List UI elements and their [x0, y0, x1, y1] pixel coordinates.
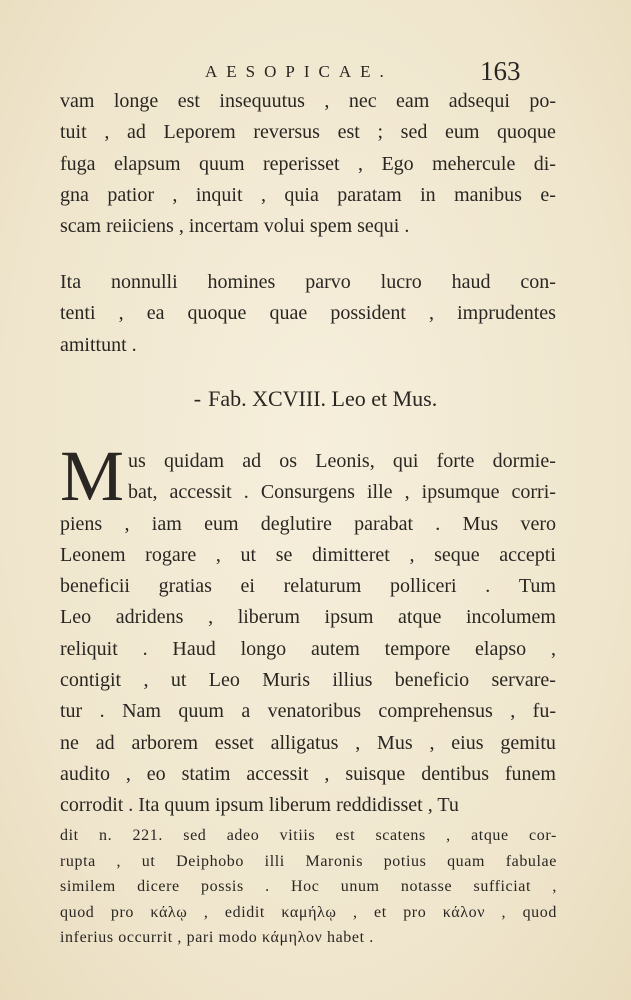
word: quidam	[164, 450, 225, 472]
word: ,	[552, 878, 557, 895]
word: reperisset	[262, 152, 340, 175]
word: gratias	[158, 575, 212, 598]
word: eam	[396, 90, 430, 112]
word: fuga	[60, 152, 96, 175]
word: dicere	[137, 878, 180, 895]
footnote-line	[60, 849, 557, 875]
word: ad	[95, 731, 115, 754]
word: illius	[332, 669, 373, 692]
word: ,	[260, 183, 266, 206]
word: fabulae	[505, 852, 557, 870]
word: ,	[143, 669, 149, 692]
word: alligatus	[270, 731, 339, 754]
word: ,	[172, 183, 178, 206]
word: .	[243, 481, 249, 504]
word: adeo	[226, 827, 260, 844]
word: quae	[269, 302, 308, 325]
word: ,	[429, 731, 435, 754]
footnote-line	[60, 900, 557, 926]
paragraph-fable-body	[60, 436, 556, 822]
word: tempore	[384, 637, 451, 660]
word: ,	[446, 827, 451, 844]
word: beneficii	[60, 575, 130, 598]
word: ,	[355, 731, 361, 754]
word: Consurgens	[260, 481, 355, 504]
word: ,	[501, 903, 507, 921]
text-line	[60, 696, 556, 727]
word: .	[485, 575, 491, 598]
word: po-	[529, 90, 556, 112]
text-line	[60, 180, 556, 211]
word: parvo	[305, 271, 351, 293]
word: paratam	[337, 183, 402, 206]
word: illi	[264, 852, 285, 870]
word: ad	[126, 121, 146, 144]
word: ,	[324, 90, 330, 112]
footnote-line-text	[60, 823, 557, 849]
word: Nam	[122, 700, 161, 723]
word: possident	[330, 302, 406, 325]
word: Ego	[381, 152, 414, 175]
word: quod	[60, 903, 95, 921]
word: vam	[60, 90, 95, 112]
word: .	[99, 700, 105, 723]
word: funem	[504, 762, 556, 785]
word: ,	[104, 121, 110, 144]
word: polliceri	[389, 575, 457, 598]
word: Leporem	[163, 121, 236, 144]
text-line	[60, 602, 556, 633]
word: haud	[451, 271, 491, 293]
text-line	[60, 728, 556, 759]
word: ,	[358, 152, 364, 175]
word: con-	[520, 271, 556, 293]
word: longe	[113, 90, 159, 112]
text-line	[60, 117, 556, 148]
word: corri-	[511, 481, 556, 504]
word: tur	[60, 700, 83, 723]
word: adridens	[115, 606, 184, 629]
word: us	[128, 450, 146, 472]
word: incolumem	[465, 606, 556, 629]
word: se	[275, 543, 293, 566]
word: gna	[60, 183, 89, 206]
word: scatens	[375, 827, 426, 844]
word: nec	[348, 90, 377, 112]
word: dimitteret	[312, 543, 390, 566]
word: dentibus	[421, 762, 489, 785]
word: atque	[398, 606, 442, 629]
word: ,	[125, 762, 131, 785]
word: deglutire	[260, 512, 332, 535]
word: pro	[403, 903, 427, 921]
word: .	[265, 878, 270, 895]
word: inquit	[195, 183, 243, 206]
fable-title-text: Fab. XCVIII. Leo et Mus.	[208, 386, 438, 411]
word: ipsumque	[421, 481, 500, 504]
word: in	[420, 183, 436, 206]
word: vitiis	[279, 827, 316, 844]
word: tenti	[60, 302, 96, 325]
word: vero	[520, 512, 556, 535]
word: longo	[240, 637, 287, 660]
word: accessit	[246, 762, 309, 785]
text-line: scam reiiciens , incertam volui spem sequi .	[60, 215, 410, 238]
word: eius	[451, 731, 484, 754]
word: bat,	[128, 481, 158, 504]
word: eo	[146, 762, 166, 785]
word: adsequi	[448, 90, 510, 112]
word: ;	[377, 121, 384, 144]
word: accepti	[499, 543, 556, 566]
word: Muris	[262, 669, 310, 692]
word: Hoc	[290, 878, 320, 895]
word: ipsum	[324, 606, 374, 629]
word: quoque	[187, 302, 247, 325]
word: ,	[324, 762, 330, 785]
word: fu-	[532, 700, 556, 723]
word: rogare	[145, 543, 197, 566]
word: imprudentes	[457, 302, 556, 325]
word: est	[177, 90, 200, 112]
word: lucro	[380, 271, 422, 293]
word: Haud	[172, 637, 216, 660]
word: ,	[550, 637, 556, 660]
word: eum	[444, 121, 480, 144]
word: rupta	[60, 852, 96, 870]
word: ,	[118, 302, 124, 325]
word: contigit	[60, 669, 122, 692]
word: quum	[178, 700, 224, 723]
word: gemitu	[500, 731, 556, 754]
word: seque	[434, 543, 480, 566]
footnote-line	[60, 874, 557, 900]
word: di-	[533, 152, 556, 175]
word: ,	[409, 543, 415, 566]
word: statim	[181, 762, 231, 785]
footnote-line-text	[60, 874, 557, 900]
word: ,	[124, 512, 130, 535]
word: eum	[204, 512, 239, 535]
paragraph-moral	[60, 267, 556, 361]
word: unum	[340, 878, 380, 895]
word: patior	[107, 183, 154, 206]
word: a	[241, 700, 251, 723]
word: autem	[310, 637, 360, 660]
word: et	[374, 903, 387, 921]
word: ,	[429, 302, 434, 325]
word: edidit	[224, 903, 265, 921]
text-line	[128, 446, 556, 477]
word: Maronis	[305, 852, 364, 870]
word: ille	[367, 481, 393, 504]
word: κάλον	[442, 903, 486, 921]
text-line: corrodit . Ita quum ipsum liberum reddidisset , Tu	[60, 794, 459, 817]
footnote-line	[60, 925, 557, 951]
word: n.	[99, 827, 113, 844]
word: ,	[215, 543, 221, 566]
title-ornament-dash: -	[193, 386, 205, 411]
word: sed	[400, 121, 428, 144]
word: quum	[199, 152, 245, 175]
word: Tum	[518, 575, 556, 598]
text-line	[60, 759, 556, 790]
word: ,	[203, 903, 209, 921]
word: insequutus	[219, 90, 305, 112]
footnote	[60, 823, 557, 951]
word: ei	[240, 575, 255, 598]
word: 221.	[132, 827, 163, 844]
word: reliquit	[60, 637, 118, 660]
word: .	[142, 637, 148, 660]
word: manibus	[454, 183, 522, 206]
word: servare-	[491, 669, 556, 692]
word: piens	[60, 512, 103, 535]
word: .	[435, 512, 441, 535]
word: potius	[383, 852, 427, 870]
word: qui	[392, 450, 419, 472]
word: mehercule	[432, 152, 516, 175]
word: suisque	[345, 762, 406, 785]
word: ea	[146, 302, 165, 325]
word: os	[279, 450, 298, 472]
word: esset	[214, 731, 254, 754]
word: ,	[404, 481, 410, 504]
word: Leonem	[60, 543, 126, 566]
word: accessit	[169, 481, 232, 504]
word: Ita	[60, 271, 82, 293]
word: liberum	[237, 606, 300, 629]
word: Leo	[208, 669, 240, 692]
word: ,	[352, 903, 358, 921]
word: dormie-	[492, 450, 556, 472]
word: dit	[60, 827, 79, 844]
word: sufficiat	[473, 878, 532, 895]
word: sed	[183, 827, 207, 844]
footnote-line	[60, 823, 557, 849]
footnote-line-text	[60, 849, 557, 875]
text-line	[60, 86, 556, 117]
word: audito	[60, 762, 110, 785]
text-line	[60, 571, 556, 602]
fable-title	[0, 386, 631, 412]
word: Deiphobo	[176, 852, 245, 870]
word: Leo	[60, 606, 92, 629]
word: homines	[207, 271, 276, 293]
page-number: 163	[480, 56, 521, 86]
text-line	[60, 298, 556, 329]
footnote-line-text	[60, 900, 557, 926]
text-line	[128, 477, 556, 508]
paragraph-continuation	[60, 86, 556, 242]
word: similem	[60, 878, 116, 895]
text-line	[60, 540, 556, 571]
word: quam	[447, 852, 486, 870]
word: forte	[436, 450, 475, 472]
word: ne	[60, 731, 79, 754]
word: cor-	[529, 827, 557, 844]
word: ,	[116, 852, 122, 870]
text-line	[60, 509, 556, 540]
word: relaturum	[283, 575, 362, 598]
word: notasse	[400, 878, 453, 895]
word: quia	[284, 183, 319, 206]
word: comprehensus	[378, 700, 493, 723]
text-line	[60, 665, 556, 696]
word: ut	[170, 669, 187, 692]
word: parabat	[354, 512, 414, 535]
word: est	[337, 121, 360, 144]
word: venatoribus	[267, 700, 361, 723]
word: Mus	[462, 512, 499, 535]
word: ad	[242, 450, 262, 472]
word: ut	[141, 852, 156, 870]
word: pro	[110, 903, 134, 921]
word: ut	[240, 543, 257, 566]
word: elapso	[475, 637, 527, 660]
footnote-line-text: inferius occurrit , pari modo κάμηλον habet .	[60, 929, 374, 946]
word: nonnulli	[110, 271, 178, 293]
word: κάλῳ	[150, 903, 188, 921]
word: ,	[510, 700, 516, 723]
word: est	[335, 827, 356, 844]
word: e-	[540, 183, 556, 206]
text-line	[60, 634, 556, 665]
drop-cap: M	[60, 436, 125, 516]
word: Mus	[377, 731, 413, 754]
word: atque	[471, 827, 509, 844]
word: reversus	[253, 121, 320, 144]
word: καμήλῳ	[281, 903, 337, 921]
word: beneficio	[394, 669, 470, 692]
word: quod	[522, 903, 557, 921]
word: elapsum	[113, 152, 181, 175]
word: quoque	[497, 121, 556, 144]
text-line	[60, 149, 556, 180]
text-line: amittunt .	[60, 333, 137, 356]
word: iam	[151, 512, 182, 535]
word: possis	[201, 878, 244, 895]
word: tuit	[60, 121, 87, 144]
word: arborem	[131, 731, 199, 754]
word: ,	[208, 606, 214, 629]
text-line	[60, 267, 556, 298]
running-head: AESOPICAE.	[205, 62, 393, 81]
word: Leonis,	[315, 450, 375, 472]
